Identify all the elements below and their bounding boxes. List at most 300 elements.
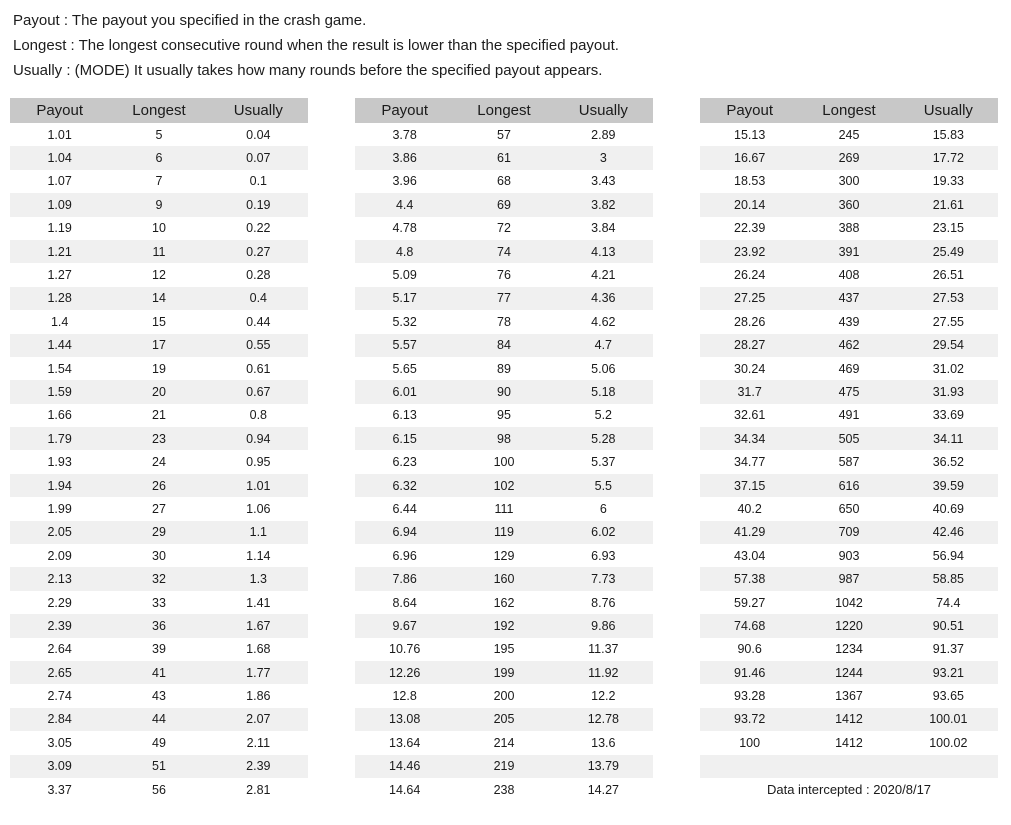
usually-cell: 1.1 xyxy=(249,525,268,540)
longest-cell: 214 xyxy=(493,735,515,750)
usually-cell: 4.62 xyxy=(591,314,616,329)
longest-cell: 162 xyxy=(493,595,515,610)
usually-cell: 4.36 xyxy=(591,291,616,306)
table-row xyxy=(355,731,653,754)
longest-cell: 129 xyxy=(493,548,515,563)
table-row xyxy=(10,778,308,801)
payout-cell: 2.29 xyxy=(47,595,72,610)
longest-cell: 17 xyxy=(152,338,166,353)
payout-cell: 13.64 xyxy=(389,735,421,750)
payout-cell: 26.24 xyxy=(734,268,766,283)
usually-cell: 19.33 xyxy=(932,174,964,189)
longest-cell: 650 xyxy=(838,501,860,516)
payout-cell: 34.34 xyxy=(734,431,766,446)
table-row xyxy=(700,497,998,520)
payout-column-header: Payout xyxy=(726,102,774,119)
payout-cell: 57.38 xyxy=(734,572,766,587)
table-row xyxy=(355,567,653,590)
payout-cell: 5.17 xyxy=(392,291,417,306)
usually-cell: 26.51 xyxy=(932,268,964,283)
longest-cell: 462 xyxy=(838,338,860,353)
longest-cell: 90 xyxy=(497,384,511,399)
payout-cell: 1.54 xyxy=(47,361,72,376)
longest-cell: 1367 xyxy=(835,689,863,704)
table-row xyxy=(10,591,308,614)
longest-cell: 199 xyxy=(493,665,515,680)
table-row xyxy=(355,287,653,310)
table-3-header xyxy=(700,98,998,123)
table-row xyxy=(10,334,308,357)
payout-cell: 1.94 xyxy=(47,478,72,493)
longest-cell: 100 xyxy=(493,455,515,470)
longest-cell: 72 xyxy=(497,221,511,236)
longest-cell: 12 xyxy=(152,268,166,283)
longest-cell: 9 xyxy=(155,197,163,212)
usually-cell: 56.94 xyxy=(932,548,964,563)
table-row xyxy=(355,521,653,544)
payout-cell: 28.26 xyxy=(734,314,766,329)
payout-cell: 23.92 xyxy=(734,244,766,259)
table-row xyxy=(355,427,653,450)
table-row xyxy=(700,661,998,684)
payout-cell: 3.09 xyxy=(47,759,72,774)
usually-cell: 4.7 xyxy=(594,338,613,353)
longest-cell: 98 xyxy=(497,431,511,446)
table-row xyxy=(10,357,308,380)
longest-cell: 469 xyxy=(838,361,860,376)
payout-cell: 14.64 xyxy=(389,782,421,797)
usually-cell: 27.53 xyxy=(932,291,964,306)
payout-column-header: Payout xyxy=(36,102,84,119)
longest-cell: 388 xyxy=(838,221,860,236)
longest-cell: 10 xyxy=(152,221,166,236)
usually-cell: 58.85 xyxy=(932,572,964,587)
usually-column-header: Usually xyxy=(578,102,628,119)
longest-cell: 7 xyxy=(155,174,163,189)
table-row xyxy=(355,357,653,380)
table-row xyxy=(10,708,308,731)
table-row xyxy=(355,193,653,216)
payout-cell: 1.04 xyxy=(47,151,72,166)
table-row xyxy=(700,240,998,263)
payout-cell: 93.28 xyxy=(734,689,766,704)
longest-cell: 205 xyxy=(493,712,515,727)
payout-cell: 5.65 xyxy=(392,361,417,376)
payout-cell: 6.44 xyxy=(392,501,417,516)
usually-cell: 5.2 xyxy=(594,408,613,423)
payout-cell: 74.68 xyxy=(734,618,766,633)
table-row xyxy=(355,146,653,169)
usually-cell: 4.13 xyxy=(591,244,616,259)
longest-cell: 6 xyxy=(155,151,163,166)
table-row xyxy=(700,263,998,286)
longest-cell: 1412 xyxy=(835,712,863,727)
usually-cell: 0.28 xyxy=(246,268,271,283)
usually-cell: 36.52 xyxy=(932,455,964,470)
payout-cell: 16.67 xyxy=(734,151,766,166)
usually-cell: 91.37 xyxy=(932,642,964,657)
usually-cell: 0.04 xyxy=(246,127,271,142)
usually-cell: 100.02 xyxy=(929,735,968,750)
payout-cell: 1.44 xyxy=(47,338,72,353)
table-row xyxy=(355,380,653,403)
table-row xyxy=(700,287,998,310)
table-row xyxy=(10,427,308,450)
longest-cell: 1412 xyxy=(835,735,863,750)
longest-cell: 23 xyxy=(152,431,166,446)
longest-column-header: Longest xyxy=(477,102,531,119)
payout-cell: 2.13 xyxy=(47,572,72,587)
longest-cell: 20 xyxy=(152,384,166,399)
usually-cell: 6 xyxy=(599,501,607,516)
longest-cell: 95 xyxy=(497,408,511,423)
table-row xyxy=(10,497,308,520)
usually-cell: 93.65 xyxy=(932,689,964,704)
payout-cell: 91.46 xyxy=(734,665,766,680)
longest-cell: 49 xyxy=(152,735,166,750)
usually-cell: 13.6 xyxy=(591,735,616,750)
longest-cell: 111 xyxy=(494,501,514,516)
usually-cell: 0.61 xyxy=(246,361,271,376)
table-row xyxy=(355,778,653,801)
data-intercepted-note: Data intercepted : 2020/8/17 xyxy=(766,781,932,797)
table-row xyxy=(700,638,998,661)
payout-table-2 xyxy=(355,98,653,801)
longest-cell: 27 xyxy=(152,501,166,516)
usually-cell: 0.95 xyxy=(246,455,271,470)
table-row xyxy=(355,217,653,240)
table-row xyxy=(10,380,308,403)
table-row xyxy=(10,450,308,473)
longest-cell: 300 xyxy=(838,174,860,189)
payout-cell: 1.66 xyxy=(47,408,72,423)
payout-cell: 30.24 xyxy=(734,361,766,376)
payout-cell: 100 xyxy=(739,735,761,750)
usually-cell: 6.02 xyxy=(591,525,616,540)
table-row xyxy=(700,380,998,403)
payout-cell: 1.28 xyxy=(47,291,72,306)
payout-cell: 37.15 xyxy=(734,478,766,493)
table-1-header xyxy=(10,98,308,123)
payout-cell: 6.32 xyxy=(392,478,417,493)
usually-cell: 5.37 xyxy=(591,455,616,470)
usually-cell: 27.55 xyxy=(932,314,964,329)
payout-table-3 xyxy=(700,98,998,801)
table-row xyxy=(355,638,653,661)
payout-cell: 15.13 xyxy=(734,127,766,142)
longest-cell: 102 xyxy=(493,478,515,493)
longest-cell: 5 xyxy=(155,127,163,142)
usually-cell: 0.4 xyxy=(249,291,268,306)
table-row xyxy=(10,287,308,310)
longest-cell: 14 xyxy=(152,291,166,306)
payout-cell: 3.05 xyxy=(47,735,72,750)
table-row xyxy=(10,240,308,263)
table-3-body xyxy=(700,123,998,778)
table-row xyxy=(700,755,998,778)
usually-cell: 1.77 xyxy=(246,665,271,680)
table-row xyxy=(355,755,653,778)
usually-cell: 42.46 xyxy=(932,525,964,540)
longest-cell: 29 xyxy=(152,525,166,540)
usually-cell: 0.07 xyxy=(246,151,271,166)
table-row xyxy=(355,450,653,473)
payout-cell: 1.59 xyxy=(47,384,72,399)
table-row xyxy=(10,684,308,707)
usually-cell: 2.11 xyxy=(246,735,271,750)
longest-cell: 32 xyxy=(152,572,166,587)
usually-cell: 11.37 xyxy=(588,642,619,657)
usually-cell: 1.06 xyxy=(246,501,271,516)
longest-cell: 21 xyxy=(152,408,166,423)
payout-cell: 3.78 xyxy=(392,127,417,142)
payout-cell: 2.74 xyxy=(47,689,72,704)
table-row xyxy=(10,170,308,193)
usually-cell: 13.79 xyxy=(587,759,619,774)
payout-cell: 10.76 xyxy=(389,642,421,657)
usually-cell: 34.11 xyxy=(933,431,964,446)
table-row xyxy=(700,684,998,707)
table-row xyxy=(700,193,998,216)
longest-cell: 33 xyxy=(152,595,166,610)
usually-cell: 1.68 xyxy=(246,642,271,657)
longest-cell: 44 xyxy=(152,712,166,727)
usually-cell: 1.86 xyxy=(246,689,271,704)
usually-cell: 23.15 xyxy=(932,221,964,236)
usually-cell: 1.41 xyxy=(246,595,271,610)
table-row xyxy=(355,474,653,497)
longest-cell: 19 xyxy=(152,361,166,376)
usually-cell: 100.01 xyxy=(929,712,968,727)
usually-cell: 2.07 xyxy=(246,712,271,727)
usually-cell: 33.69 xyxy=(932,408,964,423)
payout-cell: 2.09 xyxy=(47,548,72,563)
description-payout: Payout : The payout you specified in the crash game. xyxy=(13,12,367,29)
table-row xyxy=(700,146,998,169)
table-row xyxy=(700,521,998,544)
payout-cell: 3.37 xyxy=(47,782,72,797)
payout-cell: 31.7 xyxy=(737,384,762,399)
payout-cell: 1.27 xyxy=(47,268,72,283)
table-row xyxy=(700,404,998,427)
longest-cell: 39 xyxy=(152,642,166,657)
payout-column-header: Payout xyxy=(381,102,429,119)
longest-cell: 43 xyxy=(152,689,166,704)
payout-cell: 2.05 xyxy=(47,525,72,540)
payout-cell: 93.72 xyxy=(734,712,766,727)
table-row xyxy=(355,614,653,637)
usually-cell: 0.94 xyxy=(246,431,271,446)
table-row xyxy=(355,591,653,614)
table-row xyxy=(10,567,308,590)
usually-column-header: Usually xyxy=(923,102,973,119)
usually-cell: 74.4 xyxy=(936,595,961,610)
longest-cell: 74 xyxy=(497,244,511,259)
longest-column-header: Longest xyxy=(822,102,876,119)
table-row xyxy=(355,684,653,707)
payout-cell: 32.61 xyxy=(734,408,766,423)
usually-cell: 0.22 xyxy=(246,221,271,236)
table-row xyxy=(10,661,308,684)
longest-cell: 200 xyxy=(493,689,515,704)
payout-cell: 59.27 xyxy=(734,595,766,610)
payout-cell: 41.29 xyxy=(734,525,766,540)
longest-cell: 1042 xyxy=(835,595,863,610)
usually-cell: 9.86 xyxy=(591,618,616,633)
longest-cell: 475 xyxy=(838,384,860,399)
payout-cell: 1.99 xyxy=(47,501,72,516)
longest-cell: 709 xyxy=(838,525,860,540)
usually-cell: 31.93 xyxy=(932,384,964,399)
table-row xyxy=(10,544,308,567)
usually-cell: 11.92 xyxy=(588,665,619,680)
table-row xyxy=(355,240,653,263)
usually-cell: 5.5 xyxy=(594,478,613,493)
usually-cell: 12.78 xyxy=(587,712,619,727)
longest-cell: 439 xyxy=(838,314,860,329)
longest-cell: 69 xyxy=(497,197,511,212)
usually-cell: 1.3 xyxy=(249,572,268,587)
table-row xyxy=(700,170,998,193)
table-row xyxy=(355,708,653,731)
longest-cell: 903 xyxy=(838,548,860,563)
payout-cell: 14.46 xyxy=(389,759,421,774)
table-row xyxy=(10,731,308,754)
longest-cell: 360 xyxy=(838,197,860,212)
longest-cell: 616 xyxy=(838,478,860,493)
payout-cell: 1.01 xyxy=(47,127,72,142)
longest-cell: 219 xyxy=(493,759,515,774)
payout-cell: 90.6 xyxy=(737,642,762,657)
usually-cell: 1.01 xyxy=(246,478,271,493)
usually-cell: 29.54 xyxy=(932,338,964,353)
usually-cell: 5.18 xyxy=(591,384,616,399)
usually-cell: 25.49 xyxy=(932,244,964,259)
longest-cell: 84 xyxy=(497,338,511,353)
payout-cell: 2.64 xyxy=(47,642,72,657)
usually-cell: 12.2 xyxy=(591,689,616,704)
payout-cell: 4.4 xyxy=(395,197,414,212)
table-row xyxy=(10,193,308,216)
longest-cell: 89 xyxy=(497,361,511,376)
payout-cell: 20.14 xyxy=(734,197,766,212)
table-row xyxy=(700,731,998,754)
payout-cell: 3.96 xyxy=(392,174,417,189)
payout-cell: 1.4 xyxy=(50,314,69,329)
table-row xyxy=(700,614,998,637)
usually-cell: 0.67 xyxy=(246,384,271,399)
table-row xyxy=(355,310,653,333)
table-row xyxy=(355,497,653,520)
legend-descriptions xyxy=(0,0,1011,83)
longest-cell: 30 xyxy=(152,548,166,563)
payout-cell: 4.78 xyxy=(392,221,417,236)
payout-cell: 2.84 xyxy=(47,712,72,727)
longest-cell: 987 xyxy=(838,572,860,587)
table-row xyxy=(10,474,308,497)
payout-cell: 28.27 xyxy=(734,338,766,353)
table-2-header xyxy=(355,98,653,123)
payout-cell: 7.86 xyxy=(392,572,417,587)
usually-cell: 7.73 xyxy=(591,572,616,587)
payout-cell: 6.13 xyxy=(392,408,417,423)
longest-cell: 76 xyxy=(497,268,511,283)
payout-cell: 5.09 xyxy=(392,268,417,283)
payout-table-1 xyxy=(10,98,308,801)
longest-column-header: Longest xyxy=(132,102,186,119)
longest-cell: 56 xyxy=(152,782,166,797)
usually-cell: 3 xyxy=(599,151,607,166)
table-row xyxy=(700,334,998,357)
usually-cell: 5.28 xyxy=(591,431,616,446)
usually-cell: 8.76 xyxy=(591,595,616,610)
payout-cell: 13.08 xyxy=(389,712,421,727)
payout-cell: 22.39 xyxy=(734,221,766,236)
table-row xyxy=(355,263,653,286)
table-2-body xyxy=(355,123,653,801)
longest-cell: 238 xyxy=(493,782,515,797)
table-row xyxy=(355,170,653,193)
longest-cell: 41 xyxy=(152,665,166,680)
longest-cell: 61 xyxy=(497,151,511,166)
payout-cell: 12.26 xyxy=(389,665,421,680)
longest-cell: 160 xyxy=(493,572,515,587)
payout-cell: 34.77 xyxy=(734,455,766,470)
table-row xyxy=(700,708,998,731)
table-row xyxy=(355,544,653,567)
longest-cell: 192 xyxy=(493,618,515,633)
usually-cell: 1.14 xyxy=(246,548,271,563)
usually-cell: 3.82 xyxy=(591,197,616,212)
usually-cell: 2.89 xyxy=(591,127,616,142)
usually-cell: 14.27 xyxy=(587,782,619,797)
table-row xyxy=(700,567,998,590)
table-row xyxy=(10,146,308,169)
payout-cell: 4.8 xyxy=(395,244,414,259)
usually-cell: 0.8 xyxy=(249,408,268,423)
longest-cell: 119 xyxy=(494,525,514,540)
table-row xyxy=(10,614,308,637)
table-row xyxy=(10,755,308,778)
longest-cell: 78 xyxy=(497,314,511,329)
longest-cell: 391 xyxy=(838,244,860,259)
payout-cell: 5.32 xyxy=(392,314,417,329)
usually-cell: 93.21 xyxy=(932,665,964,680)
payout-cell: 6.01 xyxy=(392,384,417,399)
longest-cell: 408 xyxy=(838,268,860,283)
table-row xyxy=(10,521,308,544)
payout-cell: 3.86 xyxy=(392,151,417,166)
longest-cell: 437 xyxy=(838,291,860,306)
longest-cell: 1220 xyxy=(835,618,863,633)
usually-cell: 15.83 xyxy=(932,127,964,142)
payout-cell: 9.67 xyxy=(392,618,417,633)
payout-cell: 27.25 xyxy=(734,291,766,306)
table-row xyxy=(10,404,308,427)
longest-cell: 26 xyxy=(152,478,166,493)
usually-cell: 31.02 xyxy=(932,361,964,376)
table-row xyxy=(700,217,998,240)
payout-cell: 2.39 xyxy=(47,618,72,633)
usually-cell: 21.61 xyxy=(932,197,964,212)
payout-cell: 1.07 xyxy=(47,174,72,189)
payout-cell: 1.21 xyxy=(47,244,72,259)
table-row xyxy=(700,544,998,567)
tables-container xyxy=(10,98,998,801)
longest-cell: 505 xyxy=(838,431,860,446)
payout-cell: 1.79 xyxy=(47,431,72,446)
payout-cell: 6.94 xyxy=(392,525,417,540)
